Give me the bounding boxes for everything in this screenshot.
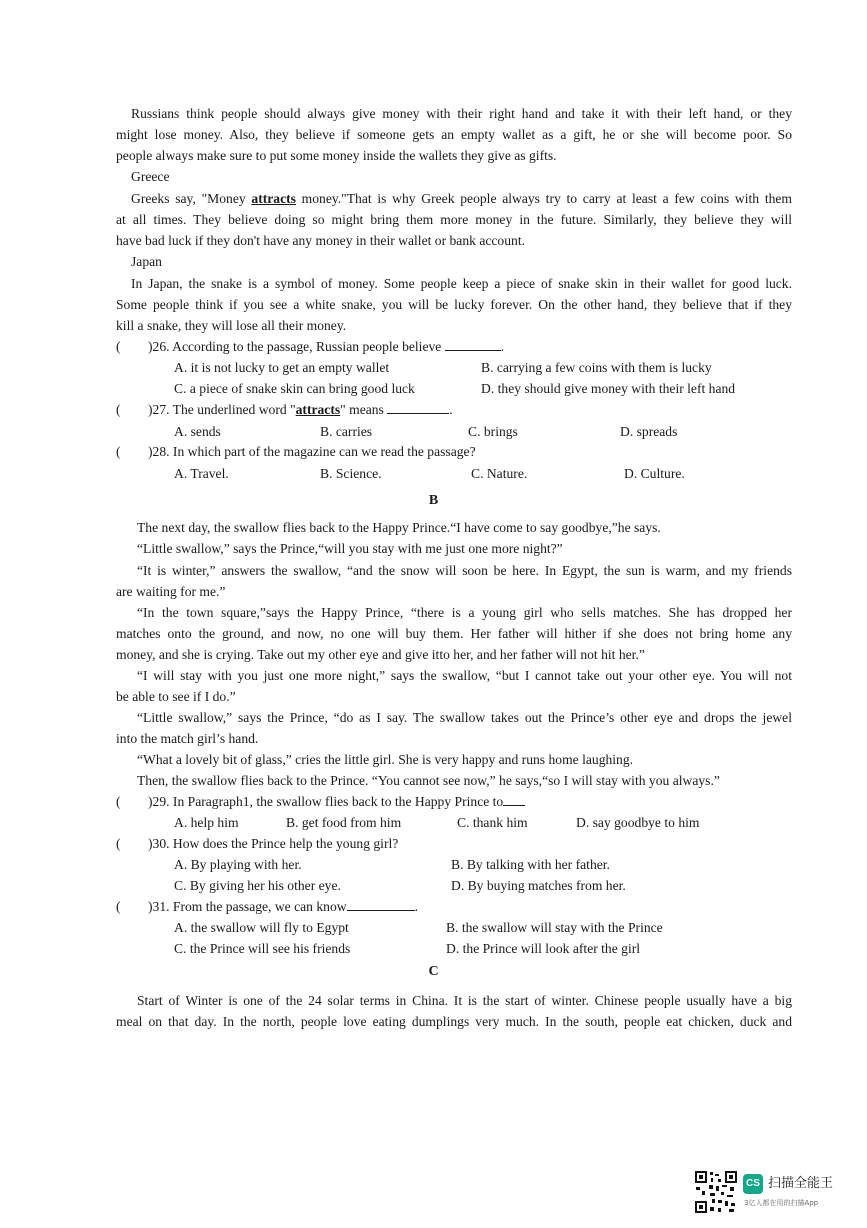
q28-option-c: C. Nature. [471,466,528,481]
q30-stem: )30. How does the Prince help the young girl? [148,836,399,851]
q31-option-b: B. the swallow will stay with the Prince [446,920,663,935]
q26-blank [445,337,501,351]
passage-b-line-4: are waiting for me.” [116,584,226,599]
q31-option-d: D. the Prince will look after the girl [446,941,641,956]
q26-option-c: C. a piece of snake skin can bring good luck [174,381,415,396]
greece-paragraph-line-3: have bad luck if they don't have any money in their wallet or bank account. [116,233,525,248]
q26-answer-bracket: ( [116,339,121,354]
camscanner-logo-icon: CS [743,1174,763,1194]
greece-heading: Greece [131,169,170,184]
japan-paragraph-line-3: kill a snake, they will lose all their money. [116,318,347,333]
japan-paragraph-line-1: In Japan, the snake is a symbol of money. Some people keep a piece of snake skin in their wallet for good luck. [131,276,792,291]
q28-answer-bracket: ( [116,444,121,459]
q31-option-c: C. the Prince will see his friends [174,941,351,956]
q28-stem: )28. In which part of the magazine can we read the passage? [148,444,476,459]
q28-option-b: B. Science. [320,466,382,481]
scanner-brand-name: 扫描全能王 [768,1176,834,1191]
q29-option-b: B. get food from him [286,815,402,830]
passage-b-line-10: “Little swallow,” says the Prince, “do as I say. The swallow takes out the Prince’s other eye and drops the jewel [137,710,792,725]
q30-option-d: D. By buying matches from her. [451,878,626,893]
q29-blank [503,792,525,806]
q27-option-c: C. brings [468,424,518,439]
q27-option-a: A. sends [174,424,221,439]
section-c-label: C [428,964,439,979]
passage-b-line-3: “It is winter,” answers the swallow, “and the snow will soon be here. In Egypt, the sun is warm, and my friends [137,563,792,578]
passage-b-line-7: money, and she is crying. Take out my other eye and give itto her, and her father will not hit her.” [116,647,645,662]
q30-option-a: A. By playing with her. [174,857,302,872]
russia-paragraph-line-3: people always make sure to put some money inside the wallets they give as gifts. [116,148,557,163]
q27-answer-bracket: ( [116,402,121,417]
russia-paragraph-line-2: might lose money. Also, they believe if someone gets an empty wallet as a gift, he or she will become poor. So [116,127,792,142]
passage-b-line-12: “What a lovely bit of glass,” cries the little girl. She is very happy and runs home laughing. [137,752,634,767]
q26-stem: )26. According to the passage, Russian people believe . [148,339,505,354]
passage-b-line-1: The next day, the swallow flies back to the Happy Prince.“I have come to say goodbye,”he says. [137,520,661,535]
q31-answer-bracket: ( [116,899,121,914]
q27-stem: )27. The underlined word "attracts" means . [148,402,453,417]
underlined-word-attracts: attracts [251,191,296,206]
passage-b-line-2: “Little swallow,” says the Prince,“will you stay with me just one more night?” [137,541,563,556]
russia-paragraph-line-1: Russians think people should always give money with their right hand and take it with their left hand, or they [131,106,792,121]
q31-stem: )31. From the passage, we can know . [148,899,418,914]
japan-paragraph-line-2: Some people think if you see a white snake, you will be lucky forever. On the other hand, they believe that if they [116,297,792,312]
q31-blank [347,897,415,911]
q29-option-d: D. say goodbye to him [576,815,700,830]
q26-option-d: D. they should give money with their left hand [481,381,736,396]
q30-option-b: B. By talking with her father. [451,857,610,872]
q30-option-c: C. By giving her his other eye. [174,878,341,893]
q29-option-a: A. help him [174,815,239,830]
q29-answer-bracket: ( [116,794,121,809]
q27-underlined-word: attracts [295,402,341,417]
q30-answer-bracket: ( [116,836,121,851]
passage-b-line-5: “In the town square,”says the Happy Prince, “there is a young girl who sells matches. She has dropped her [137,605,792,620]
q29-stem: )29. In Paragraph1, the swallow flies back to the Happy Prince to [148,791,525,812]
q27-blank [387,400,449,414]
scanner-tagline: 3亿人都在用的扫描App [744,1199,819,1207]
passage-b-line-11: into the match girl’s hand. [116,731,259,746]
q27-option-d: D. spreads [620,424,678,439]
passage-b-line-6: matches onto the ground, and now, no one will buy them. Her father will hither if she does not bring home any [116,626,792,641]
q26-option-b: B. carrying a few coins with them is lucky [481,360,712,375]
passage-b-line-13: Then, the swallow flies back to the Prince. “You cannot see now,” he says,“so I will stay with you always.” [137,773,720,788]
passage-c-line-2: meal on that day. In the north, people love eating dumplings very much. In the south, people eat chicken, duck and [116,1014,792,1029]
q28-option-d: D. Culture. [624,466,685,481]
q31-option-a: A. the swallow will fly to Egypt [174,920,349,935]
q29-option-c: C. thank him [457,815,528,830]
japan-heading: Japan [131,254,162,269]
passage-b-line-8: “I will stay with you just one more night,” says the swallow, “but I cannot take out your other eye. You will not [137,668,792,683]
q27-option-b: B. carries [320,424,373,439]
scanner-watermark [694,1170,854,1218]
greece-paragraph-line-2: at all times. They believe doing so might bring them more money in the future. Similarly, they believe they will [116,212,792,227]
greece-paragraph-line-1: Greeks say, "Money attracts money."That is why Greek people always try to carry at least a few coins with them [131,191,792,206]
passage-b-line-9: be able to see if I do.” [116,689,236,704]
q28-option-a: A. Travel. [174,466,229,481]
section-b-label: B [428,493,439,508]
qr-code-icon [694,1170,738,1214]
passage-c-line-1: Start of Winter is one of the 24 solar terms in China. It is the start of winter. Chinese people usually have a big [137,993,792,1008]
q26-option-a: A. it is not lucky to get an empty wallet [174,360,390,375]
